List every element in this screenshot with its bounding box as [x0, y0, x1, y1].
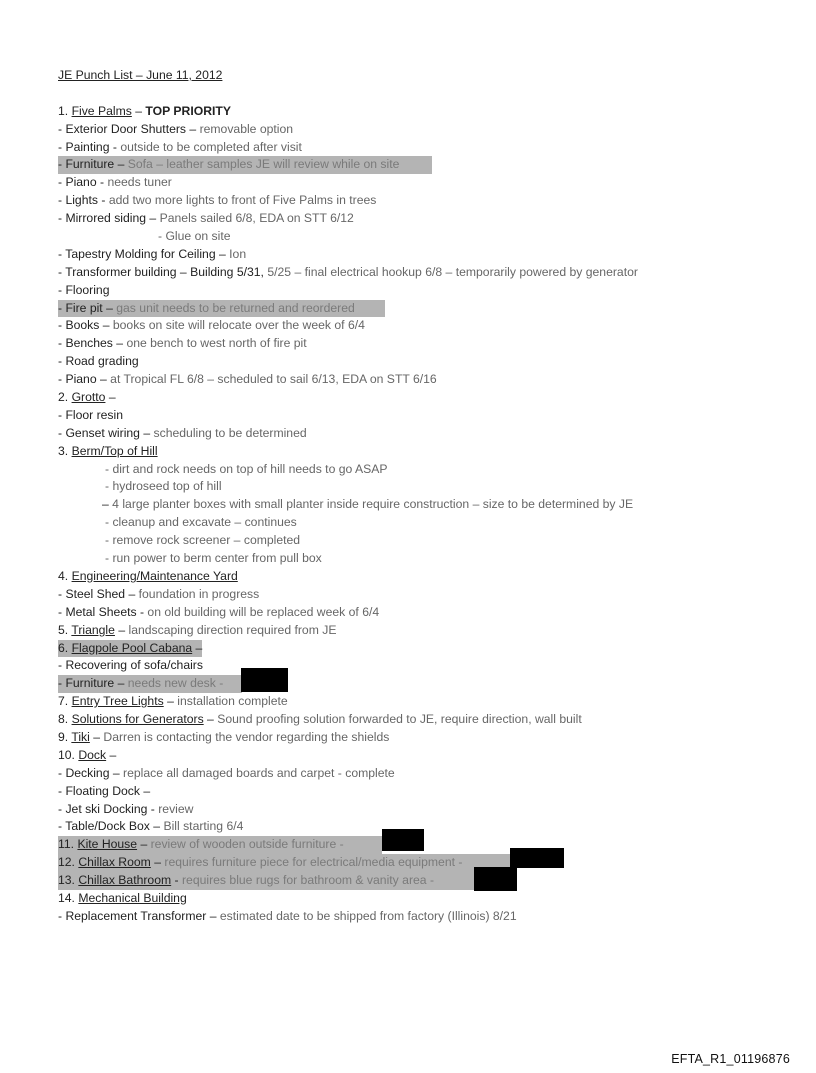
line-text-segment: 7. — [58, 694, 72, 709]
line-text-segment: Ion — [229, 246, 247, 261]
line-text-segment: 13. — [58, 873, 79, 888]
line-text-segment: 2. — [58, 390, 72, 405]
punch-list-line — [58, 192, 778, 210]
highlighted-text — [58, 300, 385, 318]
punch-list-line — [58, 622, 778, 640]
line-text-segment: Panels sailed 6/8, EDA on STT 6/12 — [159, 211, 354, 226]
line-text-segment: - — [171, 873, 182, 888]
punch-list-line — [58, 640, 778, 658]
line-text-segment: Berm/Top of Hill — [71, 443, 158, 458]
line-text-segment: - Exterior Door Shutters – — [58, 121, 200, 136]
line-text-segment: review of wooden outside furniture - — [150, 837, 344, 852]
line-text-segment: on old building will be replaced week of 6/4 — [147, 604, 380, 619]
line-text-segment: Solutions for Generators — [71, 712, 204, 727]
line-text-segment: requires furniture piece for electrical/media equipment - — [164, 855, 463, 870]
punch-list-line — [58, 407, 778, 425]
punch-list-line — [58, 693, 778, 711]
line-text-segment: - Flooring — [58, 282, 110, 297]
line-text-segment: - run power to berm center from pull box — [105, 551, 322, 566]
line-text-segment: - Benches – — [58, 336, 127, 351]
punch-list-line — [58, 371, 778, 389]
redaction-box — [382, 829, 424, 851]
line-text-segment: 4 large planter boxes with small planter inside require construction – size to be determined by JE — [112, 497, 634, 512]
line-text-segment: 1. — [58, 103, 72, 118]
redaction-box — [510, 848, 564, 868]
line-text-segment: Triangle — [71, 622, 115, 637]
line-text-segment: - Furniture – — [58, 676, 128, 691]
punch-list-line — [58, 550, 778, 568]
line-text-segment: – — [163, 694, 178, 709]
line-text-segment: - Glue on site — [158, 229, 231, 244]
punch-list-line — [58, 461, 778, 479]
highlighted-text — [58, 156, 432, 174]
punch-list-line — [58, 282, 778, 300]
line-text-segment: add two more lights to front of Five Palms in trees — [108, 193, 377, 208]
punch-list-line — [58, 586, 778, 604]
line-text-segment: outside to be completed after visit — [120, 139, 302, 154]
highlighted-text — [58, 640, 202, 658]
line-text-segment: 14. — [58, 890, 79, 905]
line-text-segment: at Tropical FL 6/8 – scheduled to sail 6/13, EDA on STT 6/16 — [110, 372, 437, 387]
line-text-segment: – — [114, 622, 129, 637]
line-text-segment: – — [150, 855, 165, 870]
line-text-segment: needs tuner — [107, 175, 172, 190]
line-text-segment: - Decking – — [58, 765, 124, 780]
line-text-segment: landscaping direction required from JE — [128, 622, 337, 637]
line-text-segment: replace all damaged boards and carpet - complete — [123, 765, 395, 780]
line-text-segment: - Road grading — [58, 354, 139, 369]
line-text-segment: Five Palms — [71, 103, 132, 118]
line-text-segment: 11. — [58, 837, 78, 852]
line-text-segment: Sound proofing solution forwarded to JE, require direction, wall built — [217, 712, 582, 727]
line-text-segment: - Floating Dock – — [58, 783, 151, 798]
line-text-segment: – — [192, 640, 203, 655]
punch-list-line — [58, 801, 778, 819]
line-text-segment: - Replacement Transformer – — [58, 908, 220, 923]
line-text-segment: review — [158, 801, 194, 816]
line-text-segment: 3. — [58, 443, 72, 458]
punch-list-line — [58, 657, 778, 675]
line-text-segment: Entry Tree Lights — [71, 694, 164, 709]
line-text-segment: TOP PRIORITY — [145, 103, 231, 118]
line-text-segment: - Tapestry Molding for Ceiling – — [58, 246, 230, 261]
line-text-segment: installation complete — [177, 694, 288, 709]
punch-list-line — [58, 335, 778, 353]
highlighted-text — [58, 836, 382, 854]
punch-list-line — [58, 514, 778, 532]
punch-list-line — [58, 711, 778, 729]
line-text-segment: - Genset wiring – — [58, 425, 154, 440]
line-text-segment: estimated date to be shipped from factory (Illinois) 8/21 — [219, 908, 517, 923]
line-text-segment: - Piano - — [58, 175, 108, 190]
line-text-segment: Tiki — [71, 729, 90, 744]
punch-list-line — [58, 783, 778, 801]
punch-list-lines — [58, 103, 778, 926]
line-text-segment: – — [89, 729, 104, 744]
line-text-segment: - remove rock screener – completed — [105, 533, 301, 548]
punch-list-line — [58, 300, 778, 318]
line-text-segment: removable option — [199, 121, 294, 136]
line-text-segment: - Jet ski Docking - — [58, 801, 159, 816]
line-text-segment: - Furniture – — [58, 157, 128, 172]
punch-list-line — [58, 532, 778, 550]
line-text-segment: needs new desk - — [127, 676, 224, 691]
line-text-segment: - cleanup and excavate – continues — [105, 515, 297, 530]
line-text-segment: – — [106, 747, 117, 762]
line-text-segment: scheduling to be determined — [153, 425, 307, 440]
punch-list-line — [58, 478, 778, 496]
line-text-segment: - Piano – — [58, 372, 111, 387]
line-text-segment: Mechanical Building — [78, 890, 187, 905]
line-text-segment: requires blue rugs for bathroom & vanity area - — [182, 873, 434, 888]
blank-line — [58, 85, 778, 103]
line-text-segment: Chillax Bathroom — [78, 873, 172, 888]
line-text-segment: 5. — [58, 622, 72, 637]
punch-list-line — [58, 908, 778, 926]
line-text-segment: - Table/Dock Box – — [58, 819, 164, 834]
line-text-segment: – — [105, 390, 116, 405]
line-text-segment: 12. — [58, 855, 79, 870]
line-text-segment: – — [131, 103, 146, 118]
line-text-segment: - Steel Shed – — [58, 586, 139, 601]
line-text-segment: Chillax Room — [78, 855, 151, 870]
punch-list-line — [58, 872, 778, 890]
punch-list-line — [58, 836, 778, 854]
line-text-segment: - Transformer building – Building 5/31, — [58, 264, 268, 279]
line-text-segment: - Metal Sheets - — [58, 604, 148, 619]
line-text-segment: 6. — [58, 640, 72, 655]
line-text-segment: - Lights - — [58, 193, 109, 208]
punch-list-line — [58, 228, 778, 246]
punch-list-line — [58, 156, 778, 174]
line-text-segment: foundation in progress — [138, 586, 260, 601]
bates-number: EFTA_R1_01196876 — [671, 1052, 790, 1066]
line-text-segment: Dock — [78, 747, 107, 762]
punch-list-document — [58, 67, 778, 926]
line-text-segment: 10. — [58, 747, 79, 762]
redaction-box — [474, 867, 517, 891]
line-text-segment: books on site will relocate over the week of 6/4 — [112, 318, 365, 333]
line-text-segment: - Books – — [58, 318, 113, 333]
line-text-segment: – — [102, 497, 113, 512]
line-text-segment: 5/25 – final electrical hookup 6/8 – temporarily powered by generator — [267, 264, 638, 279]
punch-list-line — [58, 747, 778, 765]
line-text-segment: 8. — [58, 712, 72, 727]
line-text-segment: Sofa – leather samples JE will review while on site — [127, 157, 400, 172]
punch-list-line — [58, 353, 778, 371]
line-text-segment: Engineering/Maintenance Yard — [71, 568, 238, 583]
punch-list-line — [58, 765, 778, 783]
line-text-segment: 9. — [58, 729, 72, 744]
line-text-segment: - Floor resin — [58, 407, 124, 422]
punch-list-line — [58, 246, 778, 264]
line-text-segment: Bill starting 6/4 — [163, 819, 244, 834]
punch-list-line — [58, 317, 778, 335]
punch-list-line — [58, 675, 778, 693]
highlighted-text — [58, 675, 242, 693]
highlighted-text — [58, 872, 474, 890]
line-text-segment: - Mirrored siding – — [58, 211, 160, 226]
line-text-segment: - Fire pit – — [58, 300, 117, 315]
document-title: JE Punch List – June 11, 2012 — [58, 68, 223, 82]
line-text-segment: - dirt and rock needs on top of hill needs to go ASAP — [105, 461, 388, 476]
punch-list-line — [58, 568, 778, 586]
punch-list-line — [58, 139, 778, 157]
line-text-segment: Darren is contacting the vendor regarding the shields — [103, 729, 390, 744]
punch-list-line — [58, 425, 778, 443]
line-text-segment: - hydroseed top of hill — [105, 479, 222, 494]
punch-list-line — [58, 264, 778, 282]
punch-list-line — [58, 121, 778, 139]
line-text-segment: – — [203, 712, 218, 727]
punch-list-line — [58, 210, 778, 228]
highlighted-text — [58, 854, 510, 872]
punch-list-line — [58, 729, 778, 747]
punch-list-line — [58, 103, 778, 121]
line-text-segment: Flagpole Pool Cabana — [71, 640, 193, 655]
line-text-segment: – — [137, 837, 151, 852]
punch-list-line — [58, 496, 778, 514]
punch-list-line — [58, 604, 778, 622]
punch-list-line — [58, 389, 778, 407]
line-text-segment: gas unit needs to be returned and reordered — [116, 300, 355, 315]
punch-list-line — [58, 443, 778, 461]
line-text-segment: - Recovering of sofa/chairs — [58, 658, 203, 673]
line-text-segment: one bench to west north of fire pit — [126, 336, 307, 351]
line-text-segment: Kite House — [77, 837, 138, 852]
redaction-box — [241, 668, 288, 692]
punch-list-line — [58, 854, 778, 872]
line-text-segment: Grotto — [71, 390, 106, 405]
line-text-segment: - Painting - — [58, 139, 121, 154]
punch-list-line — [58, 890, 778, 908]
line-text-segment: 4. — [58, 568, 72, 583]
punch-list-line — [58, 174, 778, 192]
